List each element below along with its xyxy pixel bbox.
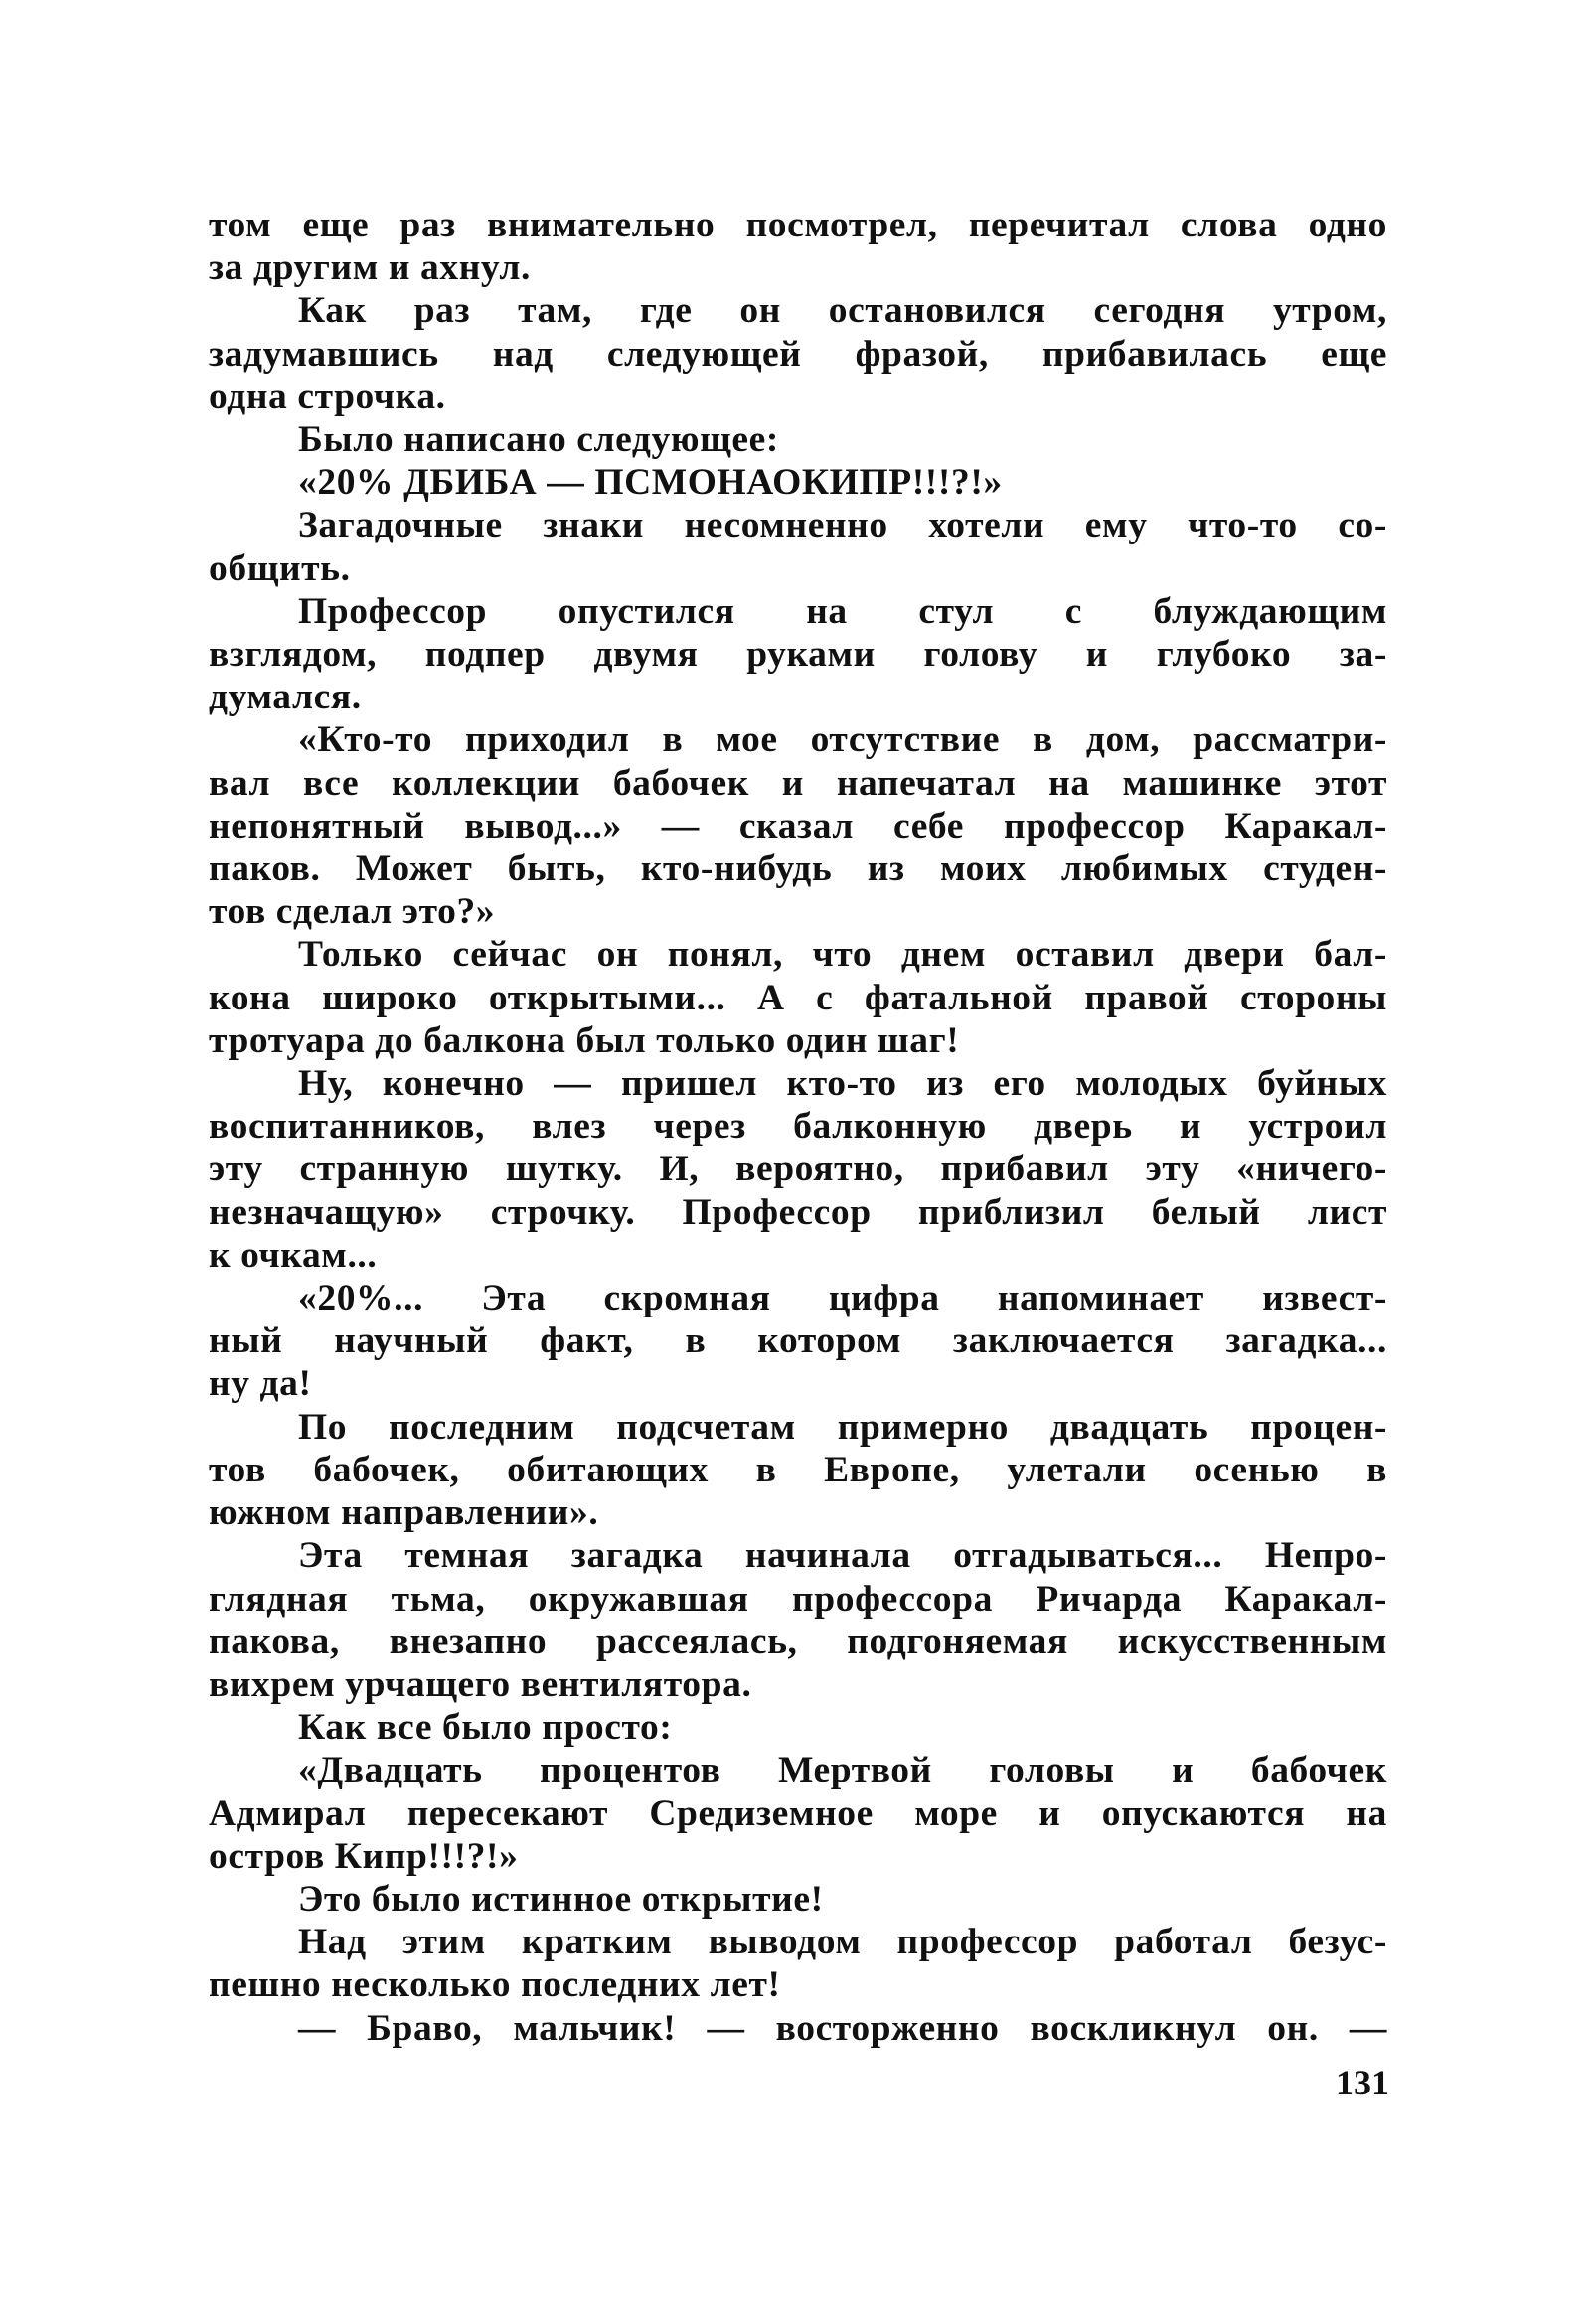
text-line: к очкам... [209, 1234, 378, 1276]
text-line: общить. [209, 547, 351, 589]
text-line: «20% ДБИБА — ПСМОНАОКИПР!!!?!» [298, 462, 1003, 504]
text-line: Эта темная загадка начинала отгадываться... Непро- [298, 1535, 1387, 1577]
text-line: паков. Может быть, кто-нибудь из моих любимых студен- [209, 849, 1387, 890]
text-line: тротуара до балкона был только один шаг! [209, 1019, 960, 1061]
book-page [209, 204, 1387, 2050]
text-line: По последним подсчетам примерно двадцать процен- [298, 1406, 1387, 1448]
text-line: — Браво, мальчик! — восторженно воскликнул он. — [298, 2007, 1387, 2049]
text-line: глядная тьма, окружавшая профессора Ричарда Каракал- [209, 1578, 1387, 1620]
text-line: остров Кипр!!!?!» [209, 1835, 519, 1877]
text-line: ный научный факт, в котором заключается загадка... [209, 1320, 1387, 1362]
text-line: пакова, внезапно рассеялась, подгоняемая искусственным [209, 1621, 1387, 1662]
text-line: вихрем урчащего вентилятора. [209, 1663, 752, 1705]
body-text [209, 204, 1387, 2050]
text-line: «Двадцать процентов Мертвой головы и бабочек [298, 1750, 1387, 1791]
text-line: «Кто-то приходил в мое отсутствие в дом, рассматри- [298, 719, 1387, 761]
text-line: Над этим кратким выводом профессор работал безус- [298, 1922, 1387, 1963]
text-line: эту странную шутку. И, вероятно, прибавил эту «ничего- [209, 1149, 1387, 1190]
text-line: думался. [209, 677, 362, 718]
text-line: южном направлении». [209, 1492, 599, 1534]
text-line: «20%... Эта скромная цифра напоминает извест- [298, 1278, 1387, 1319]
text-line: пешно несколько последних лет! [209, 1964, 781, 2006]
text-line: за другим и ахнул. [209, 247, 531, 289]
text-line: Было написано следующее: [298, 419, 779, 461]
text-line: тов сделал это?» [209, 891, 496, 933]
text-line: Адмирал пересекают Средиземное море и опускаются на [209, 1792, 1387, 1834]
text-line: Только сейчас он понял, что днем оставил двери бал- [298, 934, 1387, 976]
page-number: 131 [1336, 2063, 1389, 2102]
text-line: взглядом, подпер двумя руками голову и глубоко за- [209, 634, 1387, 676]
text-line: одна строчка. [209, 376, 446, 417]
text-line: кона широко открытыми... А с фатальной правой стороны [209, 977, 1387, 1018]
text-line: ну да! [209, 1363, 312, 1405]
text-line: задумавшись над следующей фразой, прибавилась еще [209, 333, 1387, 375]
text-line: тов бабочек, обитающих в Европе, улетали осенью в [209, 1449, 1387, 1490]
text-line: воспитанников, влез через балконную дверь и устроил [209, 1106, 1387, 1148]
text-line: Как раз там, где он остановился сегодня утром, [298, 290, 1387, 332]
text-line: незначащую» строчку. Профессор приблизил белый лист [209, 1191, 1387, 1233]
text-line: Загадочные знаки несомненно хотели ему что-то со- [298, 505, 1387, 546]
text-line: непонятный вывод...» — сказал себе профессор Каракал- [209, 805, 1387, 847]
text-line: Как все было просто: [298, 1707, 673, 1749]
text-line: Профессор опустился на стул с блуждающим [298, 590, 1387, 632]
text-line: том еще раз внимательно посмотрел, перечитал слова одно [209, 205, 1387, 245]
text-line: Ну, конечно — пришел кто-то из его молодых буйных [298, 1063, 1387, 1105]
text-line: вал все коллекции бабочек и напечатал на машинке этот [209, 762, 1387, 804]
text-line: Это было истинное открытие! [298, 1878, 824, 1920]
